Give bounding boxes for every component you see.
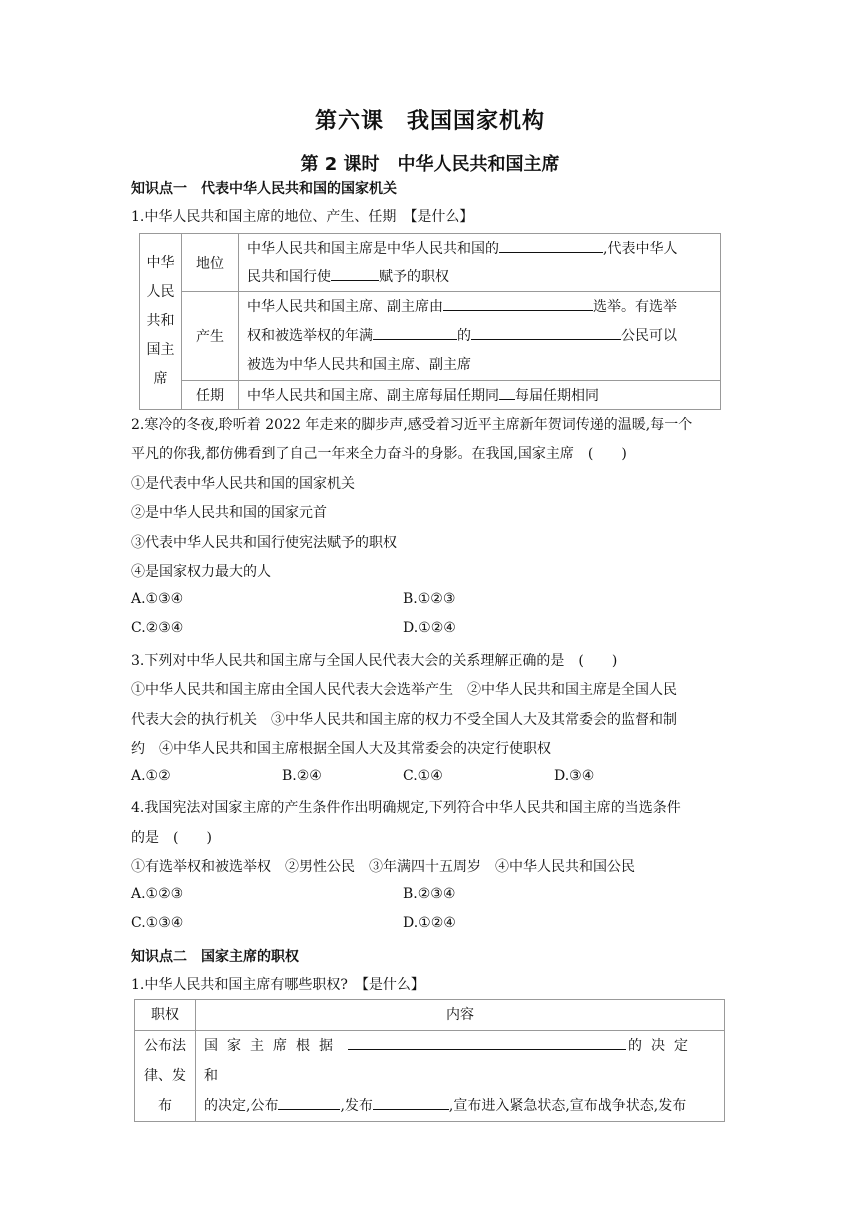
q1-stem: 1.中华人民共和国主席的地位、产生、任期 【是什么】: [131, 209, 474, 225]
q2-choice-b[interactable]: B.①②③: [403, 591, 456, 607]
q4-stem-line1: 4.我国宪法对国家主席的产生条件作出明确规定,下列符合中华人民共和国主席的当选条件: [131, 800, 681, 816]
q2-option: ②是中华人民共和国的国家元首: [131, 505, 327, 521]
election-label: 产生: [182, 292, 239, 381]
q3-choice-a[interactable]: A.①②: [131, 768, 171, 784]
section-title: 第 2 课时 中华人民共和国主席: [300, 154, 560, 175]
q2-choice-a[interactable]: A.①③④: [131, 591, 184, 607]
q2-choice-c[interactable]: C.②③④: [131, 620, 184, 636]
q3-line1: ①中华人民共和国主席由全国人民代表大会选举产生 ②中华人民共和国主席是全国人民: [131, 682, 677, 698]
status-label: 地位: [182, 234, 239, 292]
term-label: 任期: [182, 381, 239, 410]
q4-choice-d[interactable]: D.①②④: [403, 915, 456, 931]
knowledge-point-2-heading: 知识点二 国家主席的职权: [131, 949, 299, 965]
lesson-title: 第六课 我国国家机构: [314, 109, 545, 134]
q3-line3: 约 ④中华人民共和国主席根据全国人大及其常委会的决定行使职权: [131, 741, 551, 757]
header-power: 职权: [135, 1000, 196, 1031]
power-content: 国家主席根据 的决定和 的决定,公布 ,发布 ,宣布进入紧急状态,宣布战争状态,发布: [196, 1031, 725, 1122]
q4-options: ①有选举权和被选举权 ②男性公民 ③年满四十五周岁 ④中华人民共和国公民: [131, 859, 635, 875]
q3-line2: 代表大会的执行机关 ③中华人民共和国主席的权力不受全国人大及其常委会的监督和制: [131, 712, 677, 728]
q3-stem: 3.下列对中华人民共和国主席与全国人民代表大会的关系理解正确的是 ( ): [131, 653, 618, 669]
q3-choice-b[interactable]: B.②④: [282, 768, 322, 784]
power-label: 公布法 律、发布: [135, 1031, 196, 1122]
q3-choice-d[interactable]: D.③④: [554, 768, 595, 784]
q4-choice-b[interactable]: B.②③④: [403, 886, 456, 902]
q3-choice-c[interactable]: C.①④: [403, 768, 443, 784]
q2-stem-line2: 平凡的你我,都仿佛看到了自己一年来全力奋斗的身影。在我国,国家主席 ( ): [131, 446, 627, 462]
chairman-status-table: [139, 233, 721, 410]
q4-choice-c[interactable]: C.①③④: [131, 915, 184, 931]
q4-stem-line2: 的是 ( ): [131, 830, 212, 846]
role-cell: 中华人民共和国主席: [140, 234, 182, 410]
knowledge-point-1-heading: 知识点一 代表中华人民共和国的国家机关: [131, 181, 397, 197]
term-content: 中华人民共和国主席、副主席每届任期同 每届任期相同: [239, 381, 721, 410]
kp2-q1-stem: 1.中华人民共和国主席有哪些职权? 【是什么】: [131, 977, 425, 993]
q4-choice-a[interactable]: A.①②③: [131, 886, 184, 902]
q2-choice-d[interactable]: D.①②④: [403, 620, 456, 636]
election-content: 中华人民共和国主席、副主席由 选举。有选举 权和被选举权的年满 的 公民可以 被选为中华人民共和国主席、副主席: [239, 292, 721, 381]
chairman-powers-table: [134, 999, 725, 1122]
header-content: 内容: [196, 1000, 725, 1031]
q2-stem-line1: 2.寒冷的冬夜,聆听着 2022 年走来的脚步声,感受着习近平主席新年贺词传递的温暖,每一个: [131, 417, 693, 433]
q2-option: ①是代表中华人民共和国的国家机关: [131, 476, 355, 492]
q2-option: ③代表中华人民共和国行使宪法赋予的职权: [131, 535, 397, 551]
q2-option: ④是国家权力最大的人: [131, 564, 271, 580]
status-content: 中华人民共和国主席是中华人民共和国的 ,代表中华人 民共和国行使 赋予的职权: [239, 234, 721, 292]
